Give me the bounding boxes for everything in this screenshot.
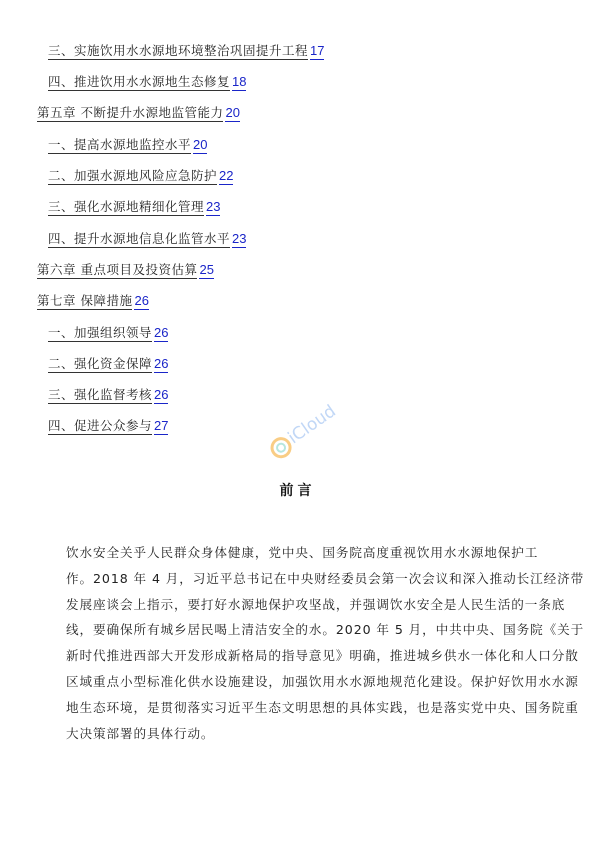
toc-section-entry[interactable] [48,71,246,94]
paragraph-line: 发展座谈会上指示，要打好水源地保护攻坚战，并强调饮水安全是人民生活的一条底 [66,596,566,612]
toc-page-link[interactable]: 23 [232,231,247,246]
toc-page-link[interactable]: 22 [219,168,234,183]
paragraph-line: 大决策部署的具体行动。 [66,725,215,741]
toc-page-link[interactable]: 26 [134,293,149,308]
toc-page-link[interactable]: 20 [225,105,240,120]
toc-page-link[interactable]: 18 [232,74,247,89]
paragraph-line: 地生态环境，是贯彻落实习近平生态文明思想的具体实践，也是落实党中央、国务院重 [66,699,579,715]
toc-page-link[interactable]: 23 [206,199,221,214]
toc-entry-title[interactable]: 三、强化水源地精细化管理 [48,199,205,214]
paragraph-line: 饮水安全关乎人民群众身体健康，党中央、国务院高度重视饮用水水源地保护工 [66,545,539,560]
toc-entry-title[interactable]: 三、强化监督考核 [48,387,153,402]
cloud-watermark-logo [258,385,348,465]
toc-page-link[interactable]: 25 [199,262,214,277]
toc-entry-title[interactable]: 二、强化资金保障 [48,356,153,371]
toc-entry-title[interactable]: 一、加强组织领导 [48,325,153,340]
toc-section-entry[interactable] [48,415,168,438]
toc-section-entry[interactable] [48,196,220,219]
toc-entry-title[interactable]: 第五章 不断提升水源地监管能力 [37,105,224,120]
toc-entry-title[interactable]: 四、推进饮用水水源地生态修复 [48,74,231,89]
paragraph-line: 新时代推进西部大开发形成新格局的指导意见》明确，推进城乡供水一体化和人口分散 [66,648,579,664]
toc-entry-title[interactable]: 四、促进公众参与 [48,418,153,433]
toc-section-entry[interactable] [48,384,168,407]
toc-section-entry[interactable] [48,353,168,376]
preface-paragraph [66,540,585,746]
toc-chapter-entry[interactable] [37,259,214,282]
toc-page-link[interactable]: 26 [154,387,169,402]
toc-entry-title[interactable]: 四、提升水源地信息化监管水平 [48,231,231,246]
toc-section-entry[interactable] [48,228,246,251]
toc-chapter-entry[interactable] [37,102,240,125]
paragraph-line: 区域重点小型标准化供水设施建设，加强饮用水水源地规范化建设。保护好饮用水水源 [66,673,579,689]
toc-entry-title[interactable]: 三、实施饮用水水源地环境整治巩固提升工程 [48,43,309,58]
toc-entry-title[interactable]: 二、加强水源地风险应急防护 [48,168,218,183]
toc-section-entry[interactable] [48,322,168,345]
toc-entry-title[interactable]: 一、提高水源地监控水平 [48,137,192,152]
preface-heading: 前言 [279,483,316,499]
toc-page-link[interactable]: 26 [154,325,169,340]
toc-entry-title[interactable]: 第七章 保障措施 [37,293,133,308]
paragraph-line: 线，要确保所有城乡居民喝上清洁安全的水。2020 年 5 月，中共中央、国务院《关于 [66,622,585,638]
toc-section-entry[interactable] [48,134,207,157]
toc-page-link[interactable]: 27 [154,418,169,433]
toc-page-link[interactable]: 17 [310,43,325,58]
toc-page-link[interactable]: 20 [193,137,208,152]
toc-section-entry[interactable] [48,165,233,188]
toc-chapter-entry[interactable] [37,290,149,313]
toc-entry-title[interactable]: 第六章 重点项目及投资估算 [37,262,198,277]
toc-section-entry[interactable] [48,40,324,63]
watermark-text: iCloud [284,401,340,449]
toc-page-link[interactable]: 26 [154,356,169,371]
paragraph-line: 作。2018 年 4 月，习近平总书记在中央财经委员会第一次会议和深入推动长江经济带 [66,570,585,586]
